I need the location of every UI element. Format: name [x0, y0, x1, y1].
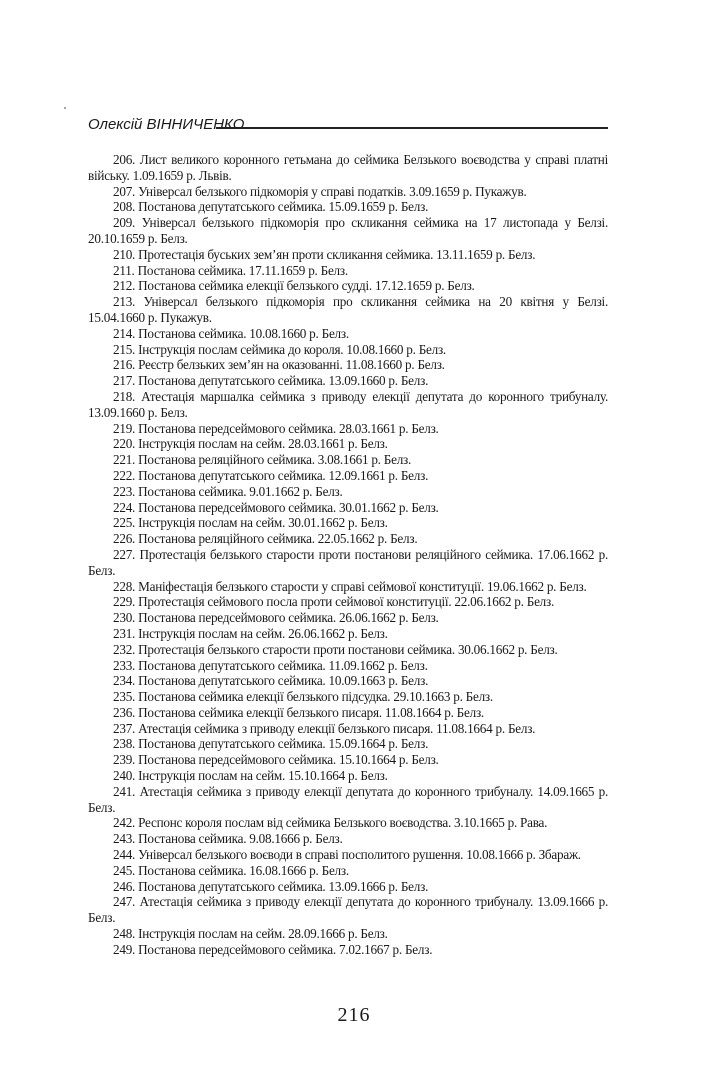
- list-item: 245. Постанова сеймика. 16.08.1666 р. Белз.: [113, 862, 349, 878]
- list-item: 211. Постанова сеймика. 17.11.1659 р. Белз.: [113, 262, 348, 278]
- page-number: 216: [337, 1004, 371, 1026]
- list-item: 208. Постанова депутатського сеймика. 15.09.1659 р. Белз.: [113, 199, 429, 215]
- list-item: 243. Постанова сеймика. 9.08.1666 р. Белз.: [113, 831, 343, 847]
- list-item: 229. Протестація сеймового посла проти сеймової конституції. 22.06.1662 р. Белз.: [113, 594, 555, 610]
- list-item: 223. Постанова сеймика. 9.01.1662 р. Белз.: [113, 483, 343, 499]
- list-item: 231. Інструкція послам на сейм. 26.06.1662 р. Белз.: [113, 625, 388, 641]
- list-item: 213. Універсал белзького підкоморія про скликання сеймика на 20 квітня у Белзі. 15.04.1660 р. Пукажув.: [88, 294, 608, 325]
- list-item: 215. Інструкція послам сеймика до короля. 10.08.1660 р. Белз.: [113, 341, 446, 357]
- header-author: Олексій ВІННИЧЕНКО: [88, 116, 245, 133]
- list-item: 227. Протестація белзького старости проти постанови реляційного сеймика. 17.06.1662 р. Белз.: [88, 546, 608, 578]
- list-item: 240. Інструкція послам на сейм. 15.10.1664 р. Белз.: [113, 768, 388, 784]
- list-item: 209. Універсал белзького підкоморія про скликання сеймика на 17 листопада у Белзі. 20.10.1659 р. Белз.: [88, 215, 608, 246]
- scan-speck: [64, 107, 66, 109]
- list-item: 210. Протестація буських зем’ян проти скликання сеймика. 13.11.1659 р. Белз.: [113, 246, 536, 262]
- list-item: 246. Постанова депутатського сеймика. 13.09.1666 р. Белз.: [113, 878, 429, 894]
- list-item: 244. Універсал белзького воєводи в справі посполитого рушення. 10.08.1666 р. Збараж.: [113, 847, 581, 863]
- list-item: 220. Інструкція послам на сейм. 28.03.1661 р. Белз.: [113, 436, 388, 452]
- list-item: 237. Атестація сеймика з приводу елекції белзького писаря. 11.08.1664 р. Белз.: [113, 720, 536, 736]
- list-item: 234. Постанова депутатського сеймика. 10.09.1663 р. Белз.: [113, 673, 429, 689]
- list-item: 239. Постанова передсеймового сеймика. 15.10.1664 р. Белз.: [113, 752, 439, 768]
- entry-list: [88, 152, 608, 958]
- list-item: 217. Постанова депутатського сеймика. 13.09.1660 р. Белз.: [113, 373, 429, 389]
- list-item: 230. Постанова передсеймового сеймика. 26.06.1662 р. Белз.: [113, 610, 439, 626]
- list-item: 241. Атестація сеймика з приводу елекції депутата до коронного трибуналу. 14.09.1665 р. Белз.: [88, 783, 608, 815]
- list-item: 228. Маніфестація белзького старости у справі сеймової конституції. 19.06.1662 р. Белз.: [113, 578, 587, 594]
- list-item: 221. Постанова реляційного сеймика. 3.08.1661 р. Белз.: [113, 452, 412, 468]
- list-item: 248. Інструкція послам на сейм. 28.09.1666 р. Белз.: [113, 926, 388, 942]
- list-item: 206. Лист великого коронного гетьмана до сеймика Белзького воєводства у справі платні війську. 1.09.1659 р. Львів.: [88, 152, 608, 183]
- header-rule: [216, 127, 608, 129]
- list-item: 247. Атестація сеймика з приводу елекції депутата до коронного трибуналу. 13.09.1666 р. Белз.: [88, 894, 608, 926]
- list-item: 219. Постанова передсеймового сеймика. 28.03.1661 р. Белз.: [113, 420, 439, 436]
- list-item: 216. Реєстр белзьких зем’ян на оказованні. 11.08.1660 р. Белз.: [113, 357, 445, 373]
- list-item: 212. Постанова сеймика елекції белзького судді. 17.12.1659 р. Белз.: [113, 278, 475, 294]
- list-item: 235. Постанова сеймика елекції белзького підсудка. 29.10.1663 р. Белз.: [113, 689, 493, 705]
- list-item: 222. Постанова депутатського сеймика. 12.09.1661 р. Белз.: [113, 467, 429, 483]
- list-item: 232. Протестація белзького старости проти постанови сеймика. 30.06.1662 р. Белз.: [113, 641, 558, 657]
- list-item: 233. Постанова депутатського сеймика. 11.09.1662 р. Белз.: [113, 657, 428, 673]
- running-header: [88, 116, 608, 138]
- list-item: 214. Постанова сеймика. 10.08.1660 р. Белз.: [113, 325, 349, 341]
- list-item: 224. Постанова передсеймового сеймика. 30.01.1662 р. Белз.: [113, 499, 439, 515]
- list-item: 249. Постанова передсеймового сеймика. 7.02.1667 р. Белз.: [113, 941, 433, 957]
- list-item: 238. Постанова депутатського сеймика. 15.09.1664 р. Белз.: [113, 736, 429, 752]
- list-item: 226. Постанова реляційного сеймика. 22.05.1662 р. Белз.: [113, 531, 418, 547]
- list-item: 218. Атестація маршалка сеймика з приводу елекції депутата до коронного трибуналу. 13.09.1660 р. Белз.: [88, 388, 608, 420]
- list-item: 225. Інструкція послам на сейм. 30.01.1662 р. Белз.: [113, 515, 388, 531]
- list-item: 207. Універсал белзького підкоморія у справі податків. 3.09.1659 р. Пукажув.: [113, 183, 527, 199]
- list-item: 236. Постанова сеймика елекції белзького писаря. 11.08.1664 р. Белз.: [113, 704, 484, 720]
- list-item: 242. Респонс короля послам від сеймика Белзького воєводства. 3.10.1665 р. Рава.: [113, 815, 548, 831]
